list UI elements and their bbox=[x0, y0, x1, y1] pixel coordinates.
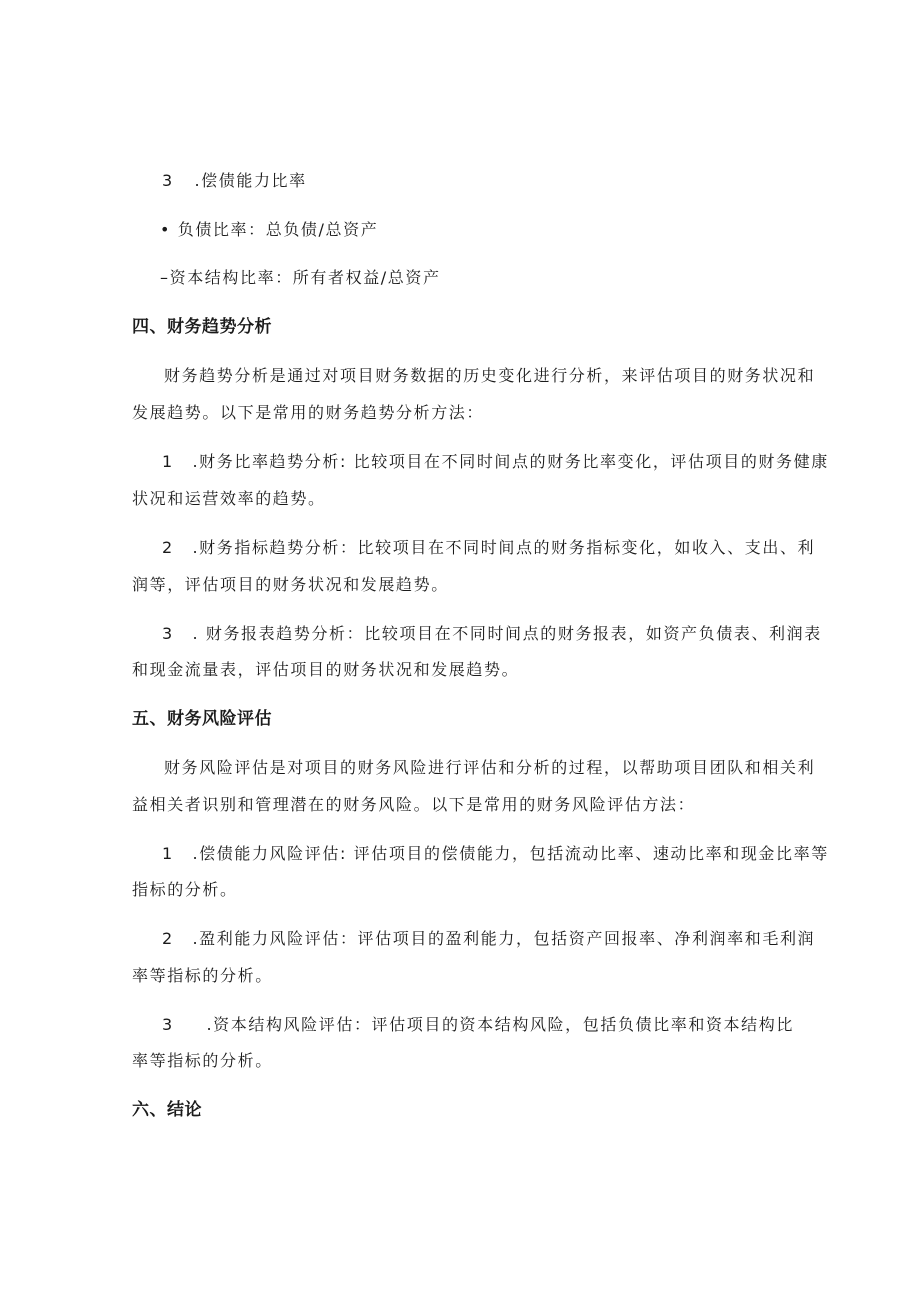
section-heading: 五、财务风险评估 bbox=[132, 709, 272, 729]
list-item bbox=[162, 1015, 794, 1035]
item-text-continued: 润等，评估项目的财务状况和发展趋势。 bbox=[132, 575, 449, 594]
bullet-item: –资本结构比率：所有者权益/总资产 bbox=[160, 268, 441, 287]
item-number: 1 bbox=[162, 452, 174, 471]
item-number: 1 bbox=[162, 844, 174, 863]
item-text-continued: 状况和运营效率的趋势。 bbox=[132, 489, 326, 508]
item-text-continued: 和现金流量表，评估项目的财务状况和发展趋势。 bbox=[132, 660, 520, 679]
item-text-continued: 率等指标的分析。 bbox=[132, 1051, 273, 1070]
paragraph-line: 财务趋势分析是通过对项目财务数据的历史变化进行分析，来评估项目的财务状况和 bbox=[164, 366, 816, 385]
item-text: .财务比率趋势分析: 比较项目在不同时间点的财务比率变化，评估项目的财务健康 bbox=[192, 452, 829, 471]
item-text: .资本结构风险评估：评估项目的资本结构风险，包括负债比率和资本结构比 bbox=[206, 1015, 794, 1034]
item-text: .盈利能力风险评估：评估项目的盈利能力，包括资产回报率、净利润率和毛利润 bbox=[192, 929, 816, 948]
item-number: 2 bbox=[162, 929, 174, 948]
item-text: .财务指标趋势分析：比较项目在不同时间点的财务指标变化，如收入、支出、利 bbox=[192, 538, 816, 557]
paragraph-line: 发展趋势。以下是常用的财务趋势分析方法： bbox=[132, 403, 485, 422]
paragraph-line: 财务风险评估是对项目的财务风险进行评估和分析的过程，以帮助项目团队和相关利 bbox=[164, 758, 816, 777]
item-text: . 财务报表趋势分析：比较项目在不同时间点的财务报表，如资产负债表、利润表 bbox=[192, 624, 822, 643]
list-item bbox=[162, 844, 829, 864]
paragraph-line: 益相关者识别和管理潜在的财务风险。以下是常用的财务风险评估方法： bbox=[132, 795, 696, 814]
list-item bbox=[162, 538, 815, 558]
item-text-continued: 指标的分析。 bbox=[132, 880, 238, 899]
list-item bbox=[162, 452, 829, 472]
item-number: 3 bbox=[162, 624, 174, 643]
item-number: 3 bbox=[162, 1015, 174, 1034]
list-item bbox=[162, 624, 822, 644]
item-text: .偿债能力风险评估: 评估项目的偿债能力，包括流动比率、速动比率和现金比率等 bbox=[192, 844, 829, 863]
section-heading: 四、财务趋势分析 bbox=[132, 317, 272, 337]
item-title: .偿债能力比率 bbox=[194, 171, 307, 190]
list-item bbox=[162, 171, 307, 191]
bullet-item: • 负债比率：总负债/总资产 bbox=[160, 220, 379, 239]
list-item bbox=[162, 929, 815, 949]
item-number: 2 bbox=[162, 538, 174, 557]
item-number: 3 bbox=[162, 171, 174, 190]
section-heading: 六、结论 bbox=[132, 1100, 202, 1120]
item-text-continued: 率等指标的分析。 bbox=[132, 966, 273, 985]
